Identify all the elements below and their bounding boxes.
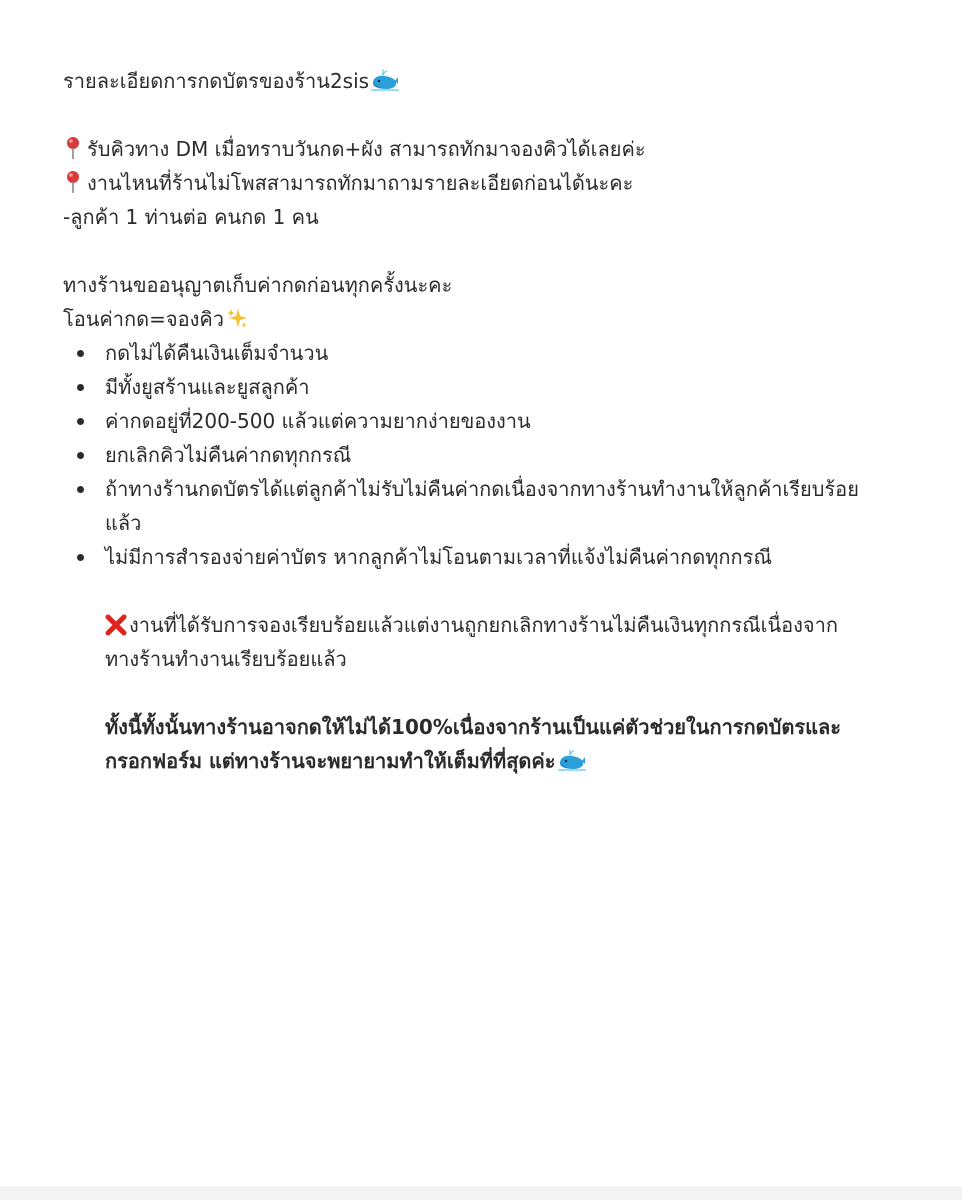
pin-line-2 [63,166,903,200]
round-pushpin-icon [63,136,83,160]
bullet [77,554,84,561]
closing-line-2-text: กรอกฟอร์ม แต่ทางร้านจะพยายามทำให้เต็มที่ที่สุดค่ะ [105,749,556,773]
bullet [77,486,84,493]
list-item [63,540,903,574]
document-title-line [63,64,903,98]
whale-icon [371,67,399,89]
rule-text: ยกเลิกคิวไม่คืนค่ากดทุกกรณี [105,443,352,467]
rules-list [63,336,903,574]
cancel-note [63,608,903,676]
spacer [63,574,903,608]
cancel-note-text-1: งานที่ได้รับการจองเรียบร้อยแล้วแต่งานถูกยกเลิกทางร้านไม่คืนเงินทุกกรณีเนื่องจาก [129,613,838,637]
rule-text: ค่ากดอยู่ที่200-500 แล้วแต่ความยากง่ายของงาน [105,409,531,433]
cancel-note-line-2: ทางร้านทำงานเรียบร้อยแล้ว [105,647,347,671]
transfer-line [63,302,903,336]
customer-line: -ลูกค้า 1 ท่านต่อ คนกด 1 คน [63,205,319,229]
closing-line-1: ทั้งนี้ทั้งนั้นทางร้านอาจกดให้ไม่ได้100%เนื่องจากร้านเป็นแค่ตัวช่วยในการกดบัตรและ [105,715,841,739]
fee-notice: ทางร้านขออนุญาตเก็บค่ากดก่อนทุกครั้งนะคะ [63,273,453,297]
list-item [63,438,903,472]
bullet [77,350,84,357]
list-item [63,370,903,404]
rule-text: มีทั้งยูสร้านและยูสลูกค้า [105,375,310,399]
closing-line-2 [105,744,903,778]
sparkles-icon [226,305,248,327]
rule-text: กดไม่ได้คืนเงินเต็มจำนวน [105,341,329,365]
document-body [63,64,903,778]
list-item [63,472,903,540]
spacer [63,98,903,132]
bullet [77,384,84,391]
spacer [63,676,903,710]
bottom-edge [0,1186,962,1200]
pin-line-2-text: งานไหนที่ร้านไม่โพสสามารถทักมาถามรายละเอียดก่อนได้นะคะ [87,171,634,195]
round-pushpin-icon [63,170,83,194]
bullet [77,418,84,425]
closing-note [63,710,903,778]
pin-line-1-text: รับคิวทาง DM เมื่อทราบวันกด+ผัง สามารถทักมาจองคิวได้เลยค่ะ [87,137,646,161]
document-title: รายละเอียดการกดบัตรของร้าน2sis [63,69,370,93]
transfer-line-text: โอนค่ากด=จองคิว [63,307,224,331]
cross-mark-icon [105,612,127,634]
spacer [63,234,903,268]
list-item [63,336,903,370]
rule-text-continued: แล้ว [105,511,142,535]
bullet [77,452,84,459]
whale-icon [558,747,586,769]
rule-text: ถ้าทางร้านกดบัตรได้แต่ลูกค้าไม่รับไม่คืนค่ากดเนื่องจากทางร้านทำงานให้ลูกค้าเรียบร้อย [105,477,859,501]
list-item [63,404,903,438]
cancel-note-line-1 [105,608,903,642]
pin-line-1 [63,132,903,166]
rule-text: ไม่มีการสำรองจ่ายค่าบัตร หากลูกค้าไม่โอนตามเวลาที่แจ้งไม่คืนค่ากดทุกกรณี [105,545,772,569]
